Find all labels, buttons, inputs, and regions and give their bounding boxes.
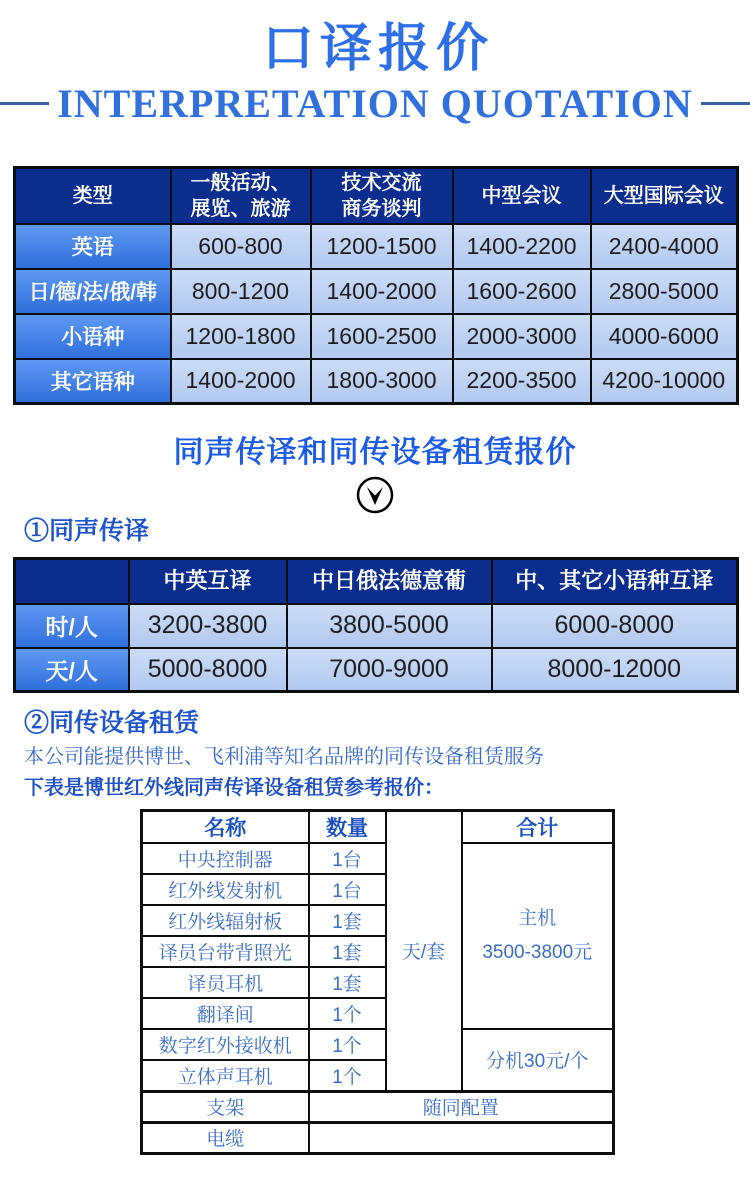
interpretation-pricing-table: [13, 166, 739, 405]
table-row: [142, 843, 614, 874]
price-cell: 800-1200: [171, 269, 311, 314]
price-cell: 2200-3500: [453, 359, 591, 404]
corner-cell: [15, 559, 129, 604]
price-cell: 4200-10000: [591, 359, 738, 404]
price-cell: 1200-1800: [171, 314, 311, 359]
header-line: 商务谈判: [341, 197, 422, 220]
equipment-rental-table: [140, 809, 615, 1155]
heading-equipment-rental: ②同传设备租赁: [24, 709, 200, 737]
table-row: [15, 604, 738, 648]
pricing-header-row: [15, 168, 738, 224]
row-label: 小语种: [15, 314, 171, 359]
header-line: 一般活动、: [190, 171, 291, 194]
item-qty-cell: 1套: [309, 905, 386, 936]
table-row: [15, 269, 738, 314]
item-name-cell: 红外线辐射板: [142, 905, 309, 936]
price-cell: 1400-2000: [311, 269, 453, 314]
column-header-general-events: [171, 168, 311, 224]
price-cell: 4000-6000: [591, 314, 738, 359]
right-divider-line: [701, 102, 750, 105]
total-main-line2: 3500-3800元: [482, 942, 593, 963]
table-row: [15, 314, 738, 359]
footer-value-cell: 随同配置: [309, 1091, 614, 1122]
price-cell: 1600-2600: [453, 269, 591, 314]
table-row: [15, 359, 738, 404]
item-qty-cell: 1个: [309, 998, 386, 1029]
item-name-cell: 译员台带背照光: [142, 936, 309, 967]
heading-simultaneous-interpretation: ①同声传译: [24, 517, 150, 545]
total-sub-cell: 分机30元/个: [462, 1029, 614, 1091]
column-header-medium-conference: [453, 168, 591, 224]
price-cell: 1200-1500: [311, 224, 453, 269]
item-name-cell: 电缆: [142, 1122, 309, 1153]
simultaneous-header-row: [15, 559, 738, 604]
equipment-intro-text: 本公司能提供博世、飞利浦等知名品牌的同传设备租赁服务: [24, 746, 544, 768]
footer-row-bracket: [142, 1091, 614, 1122]
price-cell: 2400-4000: [591, 224, 738, 269]
price-cell: 1600-2500: [311, 314, 453, 359]
column-header-name: 名称: [142, 811, 309, 844]
total-main-cell: [462, 843, 614, 1029]
item-name-cell: 支架: [142, 1091, 309, 1122]
table-row: [142, 1029, 614, 1060]
table-row: [15, 224, 738, 269]
item-name-cell: 立体声耳机: [142, 1060, 309, 1091]
equipment-note-text: 下表是博世红外线同声传译设备租赁参考报价：: [24, 777, 444, 799]
column-header-total: 合计: [462, 811, 614, 844]
price-cell: 3200-3800: [129, 604, 287, 648]
item-name-cell: 翻译间: [142, 998, 309, 1029]
total-main-line1: 主机: [518, 907, 557, 929]
item-name-cell: 中央控制器: [142, 843, 309, 874]
row-label: 日/德/法/俄/韩: [15, 269, 171, 314]
price-cell: 1800-3000: [311, 359, 453, 404]
left-divider-line: [0, 102, 49, 105]
item-name-cell: 数字红外接收机: [142, 1029, 309, 1060]
row-label: 英语: [15, 224, 171, 269]
item-qty-cell: 1个: [309, 1029, 386, 1060]
header-line: 技术交流: [341, 171, 422, 194]
section-arrow: [0, 475, 750, 515]
price-cell: 1400-2200: [453, 224, 591, 269]
price-cell: 7000-9000: [287, 648, 492, 692]
circled-chevron-down-icon: [355, 475, 395, 515]
price-cell: 1400-2000: [171, 359, 311, 404]
simultaneous-interpretation-table: [13, 557, 739, 693]
column-header-cn-en: 中英互译: [129, 559, 287, 604]
row-label: 天/人: [15, 648, 129, 692]
column-header-type: [15, 168, 171, 224]
table-row: [15, 648, 738, 692]
column-header-technical-exchange: [311, 168, 453, 224]
section-title: 同声传译和同传设备租赁报价: [173, 436, 577, 469]
page-title: 口译报价: [261, 20, 494, 78]
column-header-large-conference: [591, 168, 738, 224]
header-line: 展览、旅游: [190, 197, 291, 220]
row-label: 时/人: [15, 604, 129, 648]
column-header-cn-minor: 中、其它小语种互译: [492, 559, 738, 604]
item-qty-cell: 1套: [309, 936, 386, 967]
price-cell: 5000-8000: [129, 648, 287, 692]
subtitle-row: [0, 82, 750, 124]
header-line: 中型会议: [481, 184, 562, 207]
price-cell: 8000-12000: [492, 648, 738, 692]
row-label: 其它语种: [15, 359, 171, 404]
item-qty-cell: 1个: [309, 1060, 386, 1091]
item-name-cell: 译员耳机: [142, 967, 309, 998]
price-cell: 2000-3000: [453, 314, 591, 359]
footer-row-cable: [142, 1122, 614, 1153]
item-qty-cell: 1台: [309, 843, 386, 874]
header-line: 大型国际会议: [603, 184, 724, 207]
unit-cell: 天/套: [386, 811, 462, 1092]
item-qty-cell: 1台: [309, 874, 386, 905]
price-cell: 600-800: [171, 224, 311, 269]
footer-value-cell: [309, 1122, 614, 1153]
price-cell: 3800-5000: [287, 604, 492, 648]
item-name-cell: 红外线发射机: [142, 874, 309, 905]
item-qty-cell: 1套: [309, 967, 386, 998]
price-cell: 2800-5000: [591, 269, 738, 314]
equipment-header-row: [142, 811, 614, 844]
column-header-cn-multi: 中日俄法德意葡: [287, 559, 492, 604]
header-line: 类型: [72, 184, 113, 207]
page-subtitle: INTERPRETATION QUOTATION: [57, 80, 693, 126]
price-cell: 6000-8000: [492, 604, 738, 648]
column-header-qty: 数量: [309, 811, 386, 844]
